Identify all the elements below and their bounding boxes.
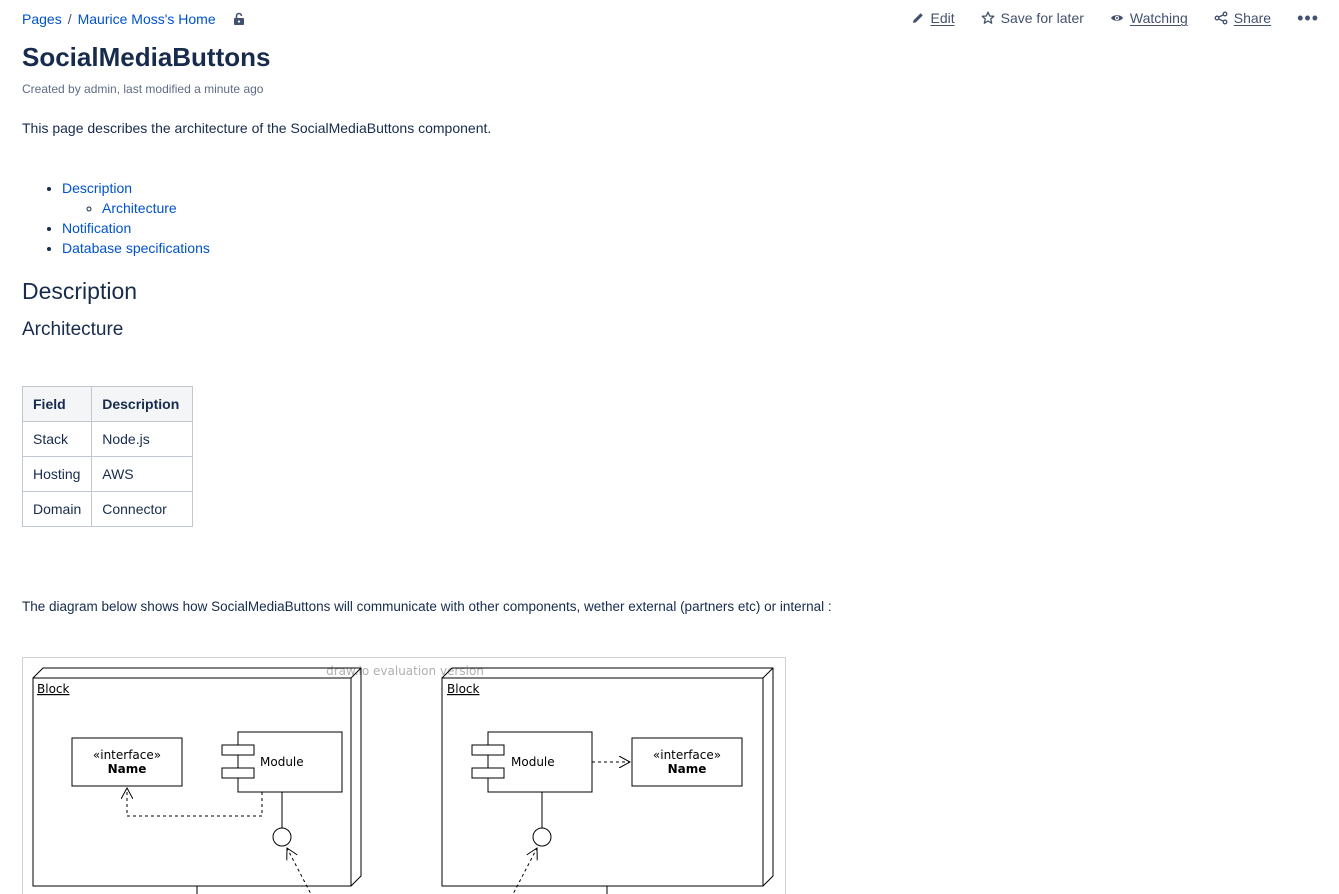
table-row <box>23 492 193 527</box>
table-cell: Connector <box>92 492 193 527</box>
toc-item <box>62 218 210 238</box>
table-cell: AWS <box>92 457 193 492</box>
page-title: SocialMediaButtons <box>22 42 271 72</box>
right-module-label: Module <box>511 755 555 769</box>
left-interface-stereotype: «interface» <box>92 748 162 762</box>
right-block[interactable] <box>442 668 773 894</box>
save-for-later-button[interactable] <box>981 10 1084 26</box>
breadcrumb <box>22 11 246 27</box>
unlock-icon[interactable] <box>232 12 246 26</box>
watching-label: Watching <box>1129 10 1188 26</box>
toc-link-architecture[interactable]: Architecture <box>102 200 177 216</box>
diagram-caption: The diagram below shows how SocialMediaButtons will communicate with other components, wether external (partners etc) or internal : <box>22 599 832 614</box>
table-header-row <box>23 387 193 422</box>
left-interface-name: Name <box>107 762 147 776</box>
share-icon <box>1214 11 1228 25</box>
more-actions-button[interactable] <box>1297 8 1319 28</box>
right-interface-name: Name <box>667 762 707 776</box>
toc-link-database-specifications[interactable]: Database specifications <box>62 240 210 256</box>
table-cell: Hosting <box>23 457 92 492</box>
table-cell: Node.js <box>92 422 193 457</box>
heading-architecture: Architecture <box>22 319 124 340</box>
breadcrumb-space-link[interactable]: Maurice Moss's Home <box>77 11 216 27</box>
eye-icon <box>1110 11 1124 25</box>
more-dots-icon: ••• <box>1297 8 1319 28</box>
breadcrumb-separator: / <box>67 11 72 27</box>
page-actions <box>885 10 1320 26</box>
left-block-title: Block <box>37 682 70 696</box>
architecture-table <box>22 386 193 527</box>
left-block[interactable] <box>33 668 361 894</box>
edit-label: Edit <box>930 10 955 26</box>
toc-item <box>62 178 210 218</box>
toc-link-description[interactable]: Description <box>62 180 133 196</box>
right-block-title: Block <box>447 682 480 696</box>
uml-diagram[interactable] <box>22 657 786 894</box>
toc-link-notification[interactable]: Notification <box>62 220 132 236</box>
save-for-later-label: Save for later <box>1000 10 1084 26</box>
breadcrumb-pages-link[interactable]: Pages <box>22 11 62 27</box>
share-label: Share <box>1233 10 1272 26</box>
diagram-watermark: draw.io evaluation version <box>326 664 484 678</box>
star-icon <box>981 11 995 25</box>
left-module-label: Module <box>260 755 304 769</box>
toc-item <box>102 198 210 218</box>
edit-button[interactable] <box>911 10 955 26</box>
table-header-cell: Field <box>23 387 92 422</box>
top-bar <box>0 0 1339 40</box>
right-interface-stereotype: «interface» <box>652 748 722 762</box>
heading-description: Description <box>22 278 138 304</box>
page-byline: Created by admin, last modified a minute ago <box>22 82 264 96</box>
intro-paragraph: This page describes the architecture of the SocialMediaButtons component. <box>22 120 492 136</box>
table-row <box>23 457 193 492</box>
pencil-icon <box>911 11 925 25</box>
share-button[interactable] <box>1214 10 1271 26</box>
table-cell: Stack <box>23 422 92 457</box>
table-cell: Domain <box>23 492 92 527</box>
watching-button[interactable] <box>1110 10 1188 26</box>
table-header-cell: Description <box>92 387 193 422</box>
toc-item <box>62 238 210 258</box>
table-of-contents <box>22 178 210 258</box>
table-row <box>23 422 193 457</box>
